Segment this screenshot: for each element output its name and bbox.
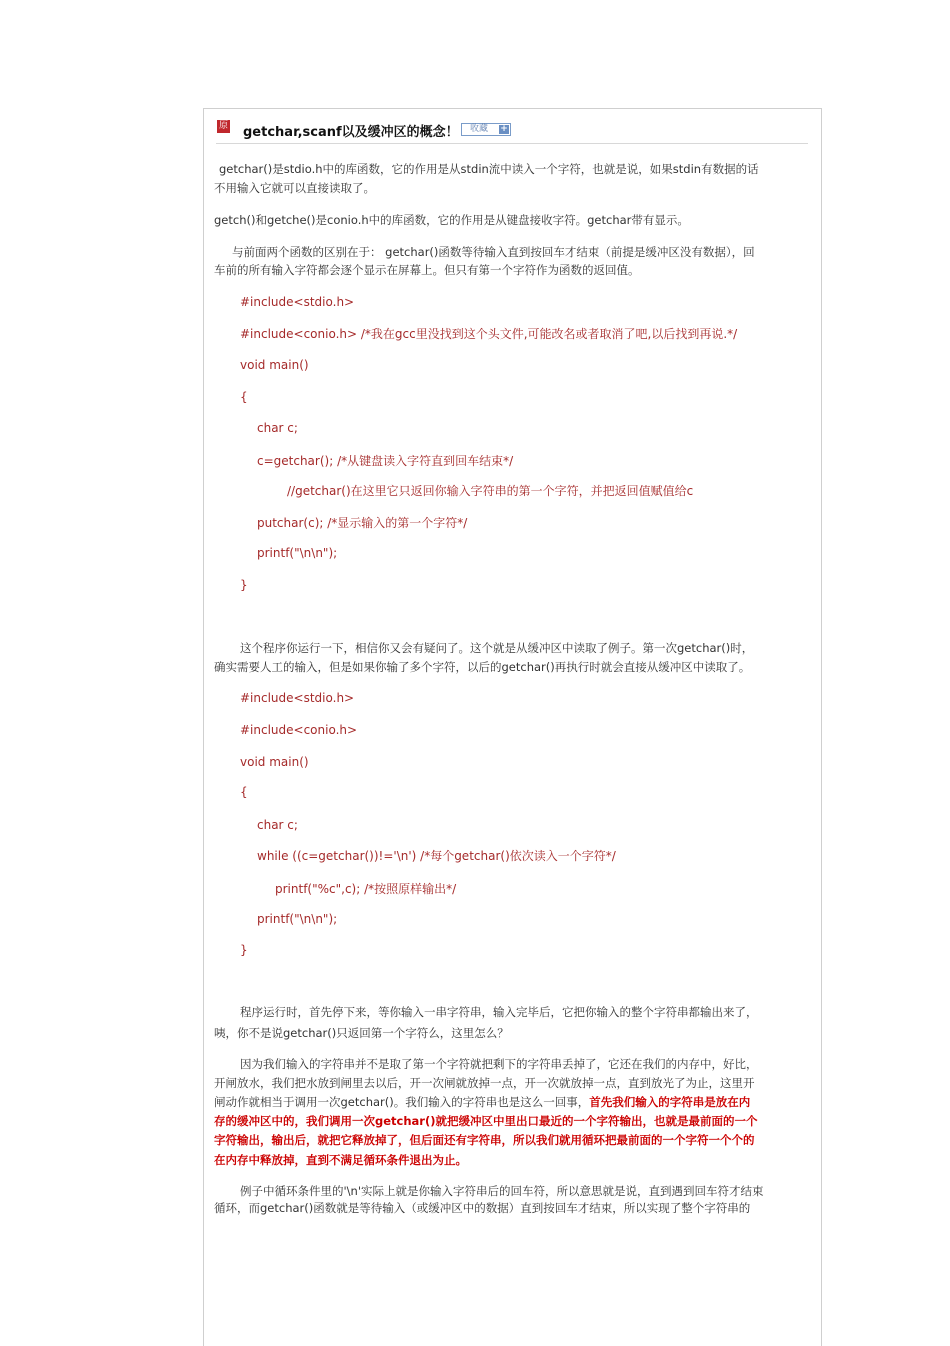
- code-line: c=getchar(); /*从键盘读入字符直到回车结束*/: [257, 454, 514, 468]
- paragraph-text: 闸动作就相当于调用一次getchar()。我们输入的字符串也是这么一回事，: [214, 1095, 590, 1109]
- emphasis-text: 首先我们输入的字符串是放在内: [589, 1095, 751, 1109]
- code-line: #include<conio.h>: [240, 723, 358, 737]
- code-line: }: [240, 578, 248, 592]
- paragraph-line: 与前面两个函数的区别在于： getchar()函数等待输入直到按回车才结束（前提是缓冲区没有数据），回: [232, 245, 755, 259]
- paragraph-line: 程序运行时，首先停下来，等你输入一串字符串，输入完毕后，它把你输入的整个字符串都输出来了，: [240, 1005, 758, 1019]
- paragraph-line: 这个程序你运行一下，相信你又会有疑问了。这个就是从缓冲区中读取了例子。第一次getchar()时，: [240, 641, 754, 655]
- paragraph-line: 因为我们输入的字符串并不是取了第一个字符就把剩下的字符串丢掉了，它还在我们的内存中，好比，: [240, 1057, 758, 1071]
- paragraph-line: 车前的所有输入字符都会逐个显示在屏幕上。但只有第一个字符作为函数的返回值。: [214, 263, 640, 277]
- paragraph-line: getch()和getche()是conio.h中的库函数，它的作用是从键盘接收字符。getchar带有显示。: [214, 213, 689, 227]
- code-line: //getchar()在这里它只返回你输入字符串的第一个字符，并把返回值赋值给c: [287, 484, 694, 498]
- favorite-label: 收藏: [470, 124, 489, 134]
- paragraph-line: 循环，而getchar()函数就是等待输入（或缓冲区中的数据）直到按回车才结束，所以实现了整个字符串的: [214, 1201, 751, 1215]
- code-line: putchar(c); /*显示输入的第一个字符*/: [257, 516, 468, 530]
- paragraph-line: 不用输入它就可以直接读取了。: [214, 181, 375, 195]
- code-line: while ((c=getchar())!='\n') /*每个getchar()依次读入一个字符*/: [257, 849, 616, 863]
- code-line: char c;: [257, 818, 298, 832]
- code-line: void main(): [240, 755, 309, 769]
- paragraph-line: getchar()是stdio.h中的库函数，它的作用是从stdin流中读入一个字符，也就是说，如果stdin有数据的话: [219, 162, 759, 176]
- plus-icon: +: [500, 124, 508, 134]
- code-line: char c;: [257, 421, 298, 435]
- code-line: {: [240, 390, 248, 404]
- emphasis-line: 在内存中释放掉，直到不满足循环条件退出为止。: [214, 1153, 467, 1167]
- code-line: printf("%c",c); /*按照原样输出*/: [275, 882, 457, 896]
- paragraph-line: 开闸放水，我们把水放到闸里去以后，开一次闸就放掉一点，开一次就放掉一点，直到放光了为止，这里开: [214, 1076, 755, 1090]
- code-line: #include<conio.h> /*我在gcc里没找到这个头文件,可能改名或者取消了吧,以后找到再说.*/: [240, 327, 738, 341]
- original-badge: 原: [218, 121, 228, 131]
- paragraph-line: [214, 1094, 750, 1110]
- article-box: [203, 108, 822, 1346]
- paragraph-line: 咦，你不是说getchar()只返回第一个字符么，这里怎么？: [214, 1026, 509, 1040]
- favorite-button[interactable]: [461, 123, 511, 136]
- article-header: [216, 119, 808, 144]
- paragraph-line: 确实需要人工的输入，但是如果你输了多个字符，以后的getchar()再执行时就会直接从缓冲区中读取了。: [214, 660, 751, 674]
- paragraph-line: 例子中循环条件里的'\n'实际上就是你输入字符串后的回车符，所以意思就是说，直到遇到回车符才结束: [240, 1184, 764, 1198]
- code-line: printf("\n\n");: [257, 546, 338, 560]
- article-title: getchar,scanf以及缓冲区的概念！: [243, 125, 459, 140]
- emphasis-line: 字符输出，输出后，就把它释放掉了，但后面还有字符串，所以我们就用循环把最前面的一个字符一个个的: [214, 1133, 755, 1147]
- code-line: {: [240, 785, 248, 799]
- code-line: void main(): [240, 358, 309, 372]
- code-line: printf("\n\n");: [257, 912, 338, 926]
- code-line: #include<stdio.h>: [240, 691, 355, 705]
- emphasis-line: 存的缓冲区中的，我们调用一次getchar()就把缓冲区中里出口最近的一个字符输出，也就是最前面的一个: [214, 1114, 758, 1128]
- code-line: }: [240, 943, 248, 957]
- code-line: #include<stdio.h>: [240, 295, 355, 309]
